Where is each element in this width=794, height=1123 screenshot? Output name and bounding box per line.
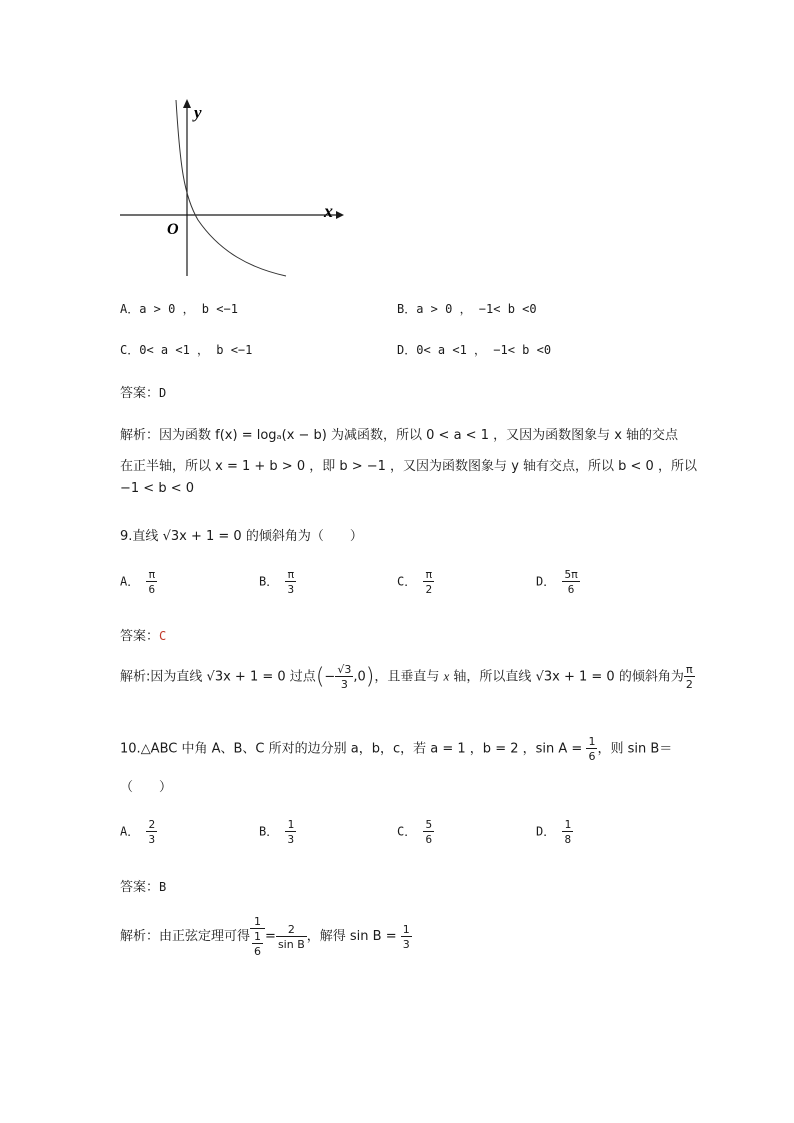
q10-rhs-fraction xyxy=(276,924,307,950)
decreasing-curve xyxy=(176,100,286,276)
q10-cf-inner-num: 1 xyxy=(254,930,262,943)
q8-option-b-letter: B． xyxy=(397,302,417,316)
q8-option-a xyxy=(120,300,238,317)
q10-option-d xyxy=(536,819,573,845)
q10-option-a-num: 2 xyxy=(148,818,156,831)
q10-option-d-den: 8 xyxy=(564,833,572,846)
q9-stem xyxy=(120,525,363,544)
q10-option-b-den: 3 xyxy=(287,833,295,846)
q10-option-c-num: 5 xyxy=(425,818,433,831)
q8-analysis-text3: −1 < b < 0 xyxy=(120,481,195,496)
q9-stem-post: 的倾斜角为（ ） xyxy=(245,529,363,544)
q10-stem xyxy=(120,736,672,762)
q9-option-d-letter: D． xyxy=(536,574,556,589)
q9-analysis xyxy=(120,664,695,690)
q10-cf-inner-fraction xyxy=(252,931,263,957)
q9-option-a xyxy=(120,569,157,595)
q9-option-b-num: π xyxy=(287,568,295,581)
q8-answer-label: 答案： xyxy=(120,386,160,401)
origin-label: O xyxy=(167,221,179,238)
q9-option-c xyxy=(397,569,434,595)
q8-option-c-text: 0< a <1 ， b <−1 xyxy=(139,343,253,357)
q9-point-num: √3 xyxy=(337,663,352,676)
right-paren: ) xyxy=(365,664,375,690)
q10-result-lhs: sin B = xyxy=(349,929,397,944)
q10-option-b-letter: B． xyxy=(259,824,279,839)
q8-analysis-label: 解析： xyxy=(120,428,160,443)
q10-paren-text: （ ） xyxy=(120,780,173,795)
q9-option-c-num: π xyxy=(425,568,433,581)
q10-option-d-num: 1 xyxy=(564,818,572,831)
q10-cond1: a = 1 ，b = 2 ，sin A = xyxy=(430,741,583,757)
q8-answer xyxy=(120,382,166,401)
q9-axis-x: x xyxy=(443,668,450,684)
function-graph xyxy=(110,96,350,286)
q8-option-d-letter: D． xyxy=(397,343,417,357)
left-paren: ( xyxy=(315,664,325,690)
q8-analysis-line1 xyxy=(120,424,678,443)
q10-option-b-fraction xyxy=(285,819,296,845)
q9-option-d xyxy=(536,569,580,595)
q8-option-b-text: a > 0 ， −1< b <0 xyxy=(416,302,537,316)
q10-cf-bottom xyxy=(250,929,265,957)
q9-point-tail: ,0 xyxy=(353,669,366,685)
q9-result-num: π xyxy=(684,664,695,677)
q9-point-fraction xyxy=(335,664,353,690)
q9-result-den: 2 xyxy=(685,678,693,691)
q9-option-a-den: 6 xyxy=(148,583,156,596)
q9-answer xyxy=(120,625,166,644)
q9-stem-pre: 直线 xyxy=(132,529,159,544)
q10-analysis-b: ，解得 xyxy=(306,929,346,944)
q9-option-b-fraction xyxy=(285,569,296,595)
q10-option-c xyxy=(397,819,434,845)
q10-number: 10. xyxy=(120,741,141,757)
q10-cond-fraction xyxy=(586,736,597,762)
q8-option-a-letter: A． xyxy=(120,302,140,316)
q9-option-d-fraction xyxy=(562,569,579,595)
q8-analysis-text1: 因为函数 f(x) = logₐ(x − b) 为减函数，所以 0 < a < 1 ，又因为函数图象与 x 轴的交点 xyxy=(159,428,679,443)
q9-analysis-eq2: √3x + 1 = 0 xyxy=(535,669,615,685)
q10-option-a-fraction xyxy=(146,819,157,845)
q9-option-b-letter: B． xyxy=(259,574,279,589)
q9-number: 9. xyxy=(120,529,133,544)
q9-answer-label: 答案： xyxy=(120,629,160,644)
q10-complex-fraction xyxy=(250,916,265,957)
q8-option-a-text: a > 0 ， b <−1 xyxy=(139,302,238,316)
q10-option-a-letter: A． xyxy=(120,824,140,839)
q10-stem-b: ，则 sin B＝ xyxy=(597,741,673,757)
q10-eq-sign: = xyxy=(265,929,276,944)
q8-option-d-text: 0< a <1 ， −1< b <0 xyxy=(416,343,552,357)
x-axis-label: x xyxy=(324,201,333,221)
q10-analysis-a: 由正弦定理可得 xyxy=(159,929,251,944)
q10-result-fraction xyxy=(401,924,412,950)
q10-result-den: 3 xyxy=(402,937,410,951)
q10-option-c-letter: C． xyxy=(397,824,417,839)
q10-answer xyxy=(120,876,166,895)
q10-cf-inner-den: 6 xyxy=(254,945,262,958)
q10-analysis-label: 解析： xyxy=(120,929,160,944)
q9-option-a-num: π xyxy=(148,568,156,581)
q9-option-a-fraction xyxy=(146,569,157,595)
q9-result-fraction xyxy=(684,664,695,690)
q9-option-b-den: 3 xyxy=(287,583,295,596)
q10-rhs-num: 2 xyxy=(276,924,307,937)
q10-option-a xyxy=(120,819,157,845)
q8-analysis-line3 xyxy=(120,481,194,496)
q9-option-b xyxy=(259,569,296,595)
q9-option-c-den: 2 xyxy=(425,583,433,596)
q10-answer-value: B xyxy=(159,880,167,894)
minus-sign: − xyxy=(324,669,336,685)
q9-answer-value: C xyxy=(159,629,167,643)
q9-analysis-d: 轴，所以直线 xyxy=(453,669,532,685)
q10-cond-num: 1 xyxy=(588,735,596,748)
q10-option-a-den: 3 xyxy=(148,833,156,846)
q10-option-c-fraction xyxy=(423,819,434,845)
q9-point-den: 3 xyxy=(340,678,348,691)
q10-option-b xyxy=(259,819,296,845)
q9-analysis-e: 的倾斜角为 xyxy=(618,669,684,685)
q8-analysis-text2: 在正半轴，所以 x = 1 + b > 0 ，即 b > −1 ，又因为函数图象与 y 轴有交点，所以 b < 0 ，所以 xyxy=(120,459,697,474)
q9-analysis-eq1: √3x + 1 = 0 xyxy=(206,669,286,685)
q9-option-d-den: 6 xyxy=(567,583,575,596)
q10-option-c-den: 6 xyxy=(425,833,433,846)
q8-option-c-letter: C． xyxy=(120,343,140,357)
q10-rhs-den: sin B xyxy=(277,937,305,951)
q10-option-b-num: 1 xyxy=(287,818,295,831)
q10-result-num: 1 xyxy=(402,922,410,936)
y-axis-arrow xyxy=(183,99,191,108)
q8-option-b xyxy=(397,300,537,317)
q10-cond-den: 6 xyxy=(588,750,596,763)
q8-analysis-line2 xyxy=(120,455,697,474)
x-axis-arrow xyxy=(336,211,344,219)
q9-analysis-label: 解析: xyxy=(120,669,151,685)
q10-answer-label: 答案： xyxy=(120,880,160,895)
q10-stem-a: △ABC 中角 A、B、C 所对的边分别 a，b，c，若 xyxy=(140,741,427,757)
q9-option-a-letter: A． xyxy=(120,574,140,589)
q9-analysis-c: ，且垂直与 xyxy=(374,669,440,685)
q9-option-d-num: 5π xyxy=(564,568,578,581)
q10-analysis xyxy=(120,916,412,957)
q9-analysis-b: 过点 xyxy=(289,669,316,685)
q10-option-d-letter: D． xyxy=(536,824,556,839)
q8-answer-value: D xyxy=(159,386,167,400)
q8-option-d xyxy=(397,341,551,358)
q10-paren xyxy=(120,776,172,795)
y-axis-label: y xyxy=(194,103,202,122)
q9-option-c-letter: C． xyxy=(397,574,417,589)
q10-cf-top: 1 xyxy=(250,916,265,929)
q9-equation: √3x + 1 = 0 xyxy=(162,529,242,544)
q8-option-c xyxy=(120,341,252,358)
q9-analysis-a: 因为直线 xyxy=(150,669,203,685)
q10-option-d-fraction xyxy=(562,819,573,845)
q9-option-c-fraction xyxy=(423,569,434,595)
